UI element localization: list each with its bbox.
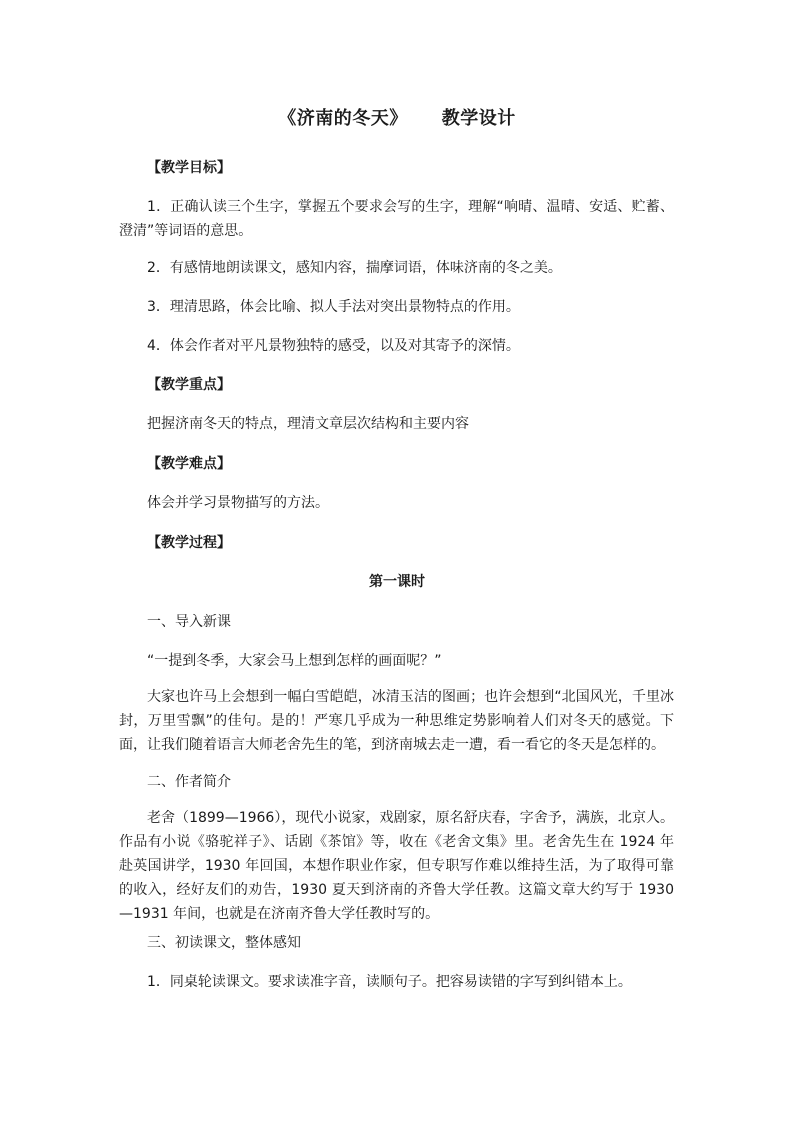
goals-heading: 【教学目标】 <box>147 160 231 176</box>
goal-item-4: 4．体会作者对平凡景物独特的感受，以及对其寄予的深情。 <box>147 338 520 354</box>
key-points-heading: 【教学重点】 <box>147 377 231 393</box>
title-sub: 教学设计 <box>441 108 516 129</box>
section-intro-paragraph: 大家也许马上会想到一幅白雪皑皑，冰清玉洁的图画；也许会想到“北国风光，千里冰封，万里雪飘”的佳句。是的！严寒几乎成为一种思维定势影响着人们对冬天的感觉。下面，让我们随着语言大师老舍先生的笔，到济南城去走一遭，看一看它的冬天是怎样的。 <box>119 689 674 753</box>
goal-item-2: 2．有感情地朗读课文，感知内容，揣摩词语，体味济南的冬之美。 <box>147 260 562 276</box>
section-intro-quote: “一提到冬季，大家会马上想到怎样的画面呢？” <box>147 653 442 669</box>
difficulty-text: 体会并学习景物描写的方法。 <box>147 495 329 511</box>
section-intro-heading: 一、导入新课 <box>147 614 231 630</box>
section-author-paragraph: 老舍（1899—1966），现代小说家，戏剧家，原名舒庆春，字舍予，满族，北京人。作品有小说《骆驼祥子》、话剧《茶馆》等，收在《老舍文集》里。老舍先生在 1924 年赴英国讲学，1930 年回国，本想作职业作家，但专职写作难以维持生活，为了取得可靠的收入，经好友们的劝告，1930 夏天到济南的齐鲁大学任教。这篇文章大约写于 1930—1931 年间，也就是在济南齐鲁大学任教时写的。 <box>119 810 674 922</box>
section-reading-item-1: 1．同桌轮读课文。要求读准字音，读顺句子。把容易读错的字写到纠错本上。 <box>147 974 632 990</box>
section-reading-heading: 三、初读课文，整体感知 <box>147 935 301 951</box>
lesson-title: 第一课时 <box>369 574 425 590</box>
title-main: 《济南的冬天》 <box>278 108 408 129</box>
key-points-text: 把握济南冬天的特点，理清文章层次结构和主要内容 <box>147 416 469 432</box>
goal-item-3: 3．理清思路，体会比喻、拟人手法对突出景物特点的作用。 <box>147 299 520 315</box>
document-title <box>0 104 794 130</box>
goal-item-1: 1．正确认读三个生字，掌握五个要求会写的生字，理解“响晴、温晴、安适、贮蓄、澄清”等词语的意思。 <box>119 199 674 239</box>
process-heading: 【教学过程】 <box>147 535 231 551</box>
difficulty-heading: 【教学难点】 <box>147 456 231 472</box>
section-author-heading: 二、作者简介 <box>147 774 231 790</box>
